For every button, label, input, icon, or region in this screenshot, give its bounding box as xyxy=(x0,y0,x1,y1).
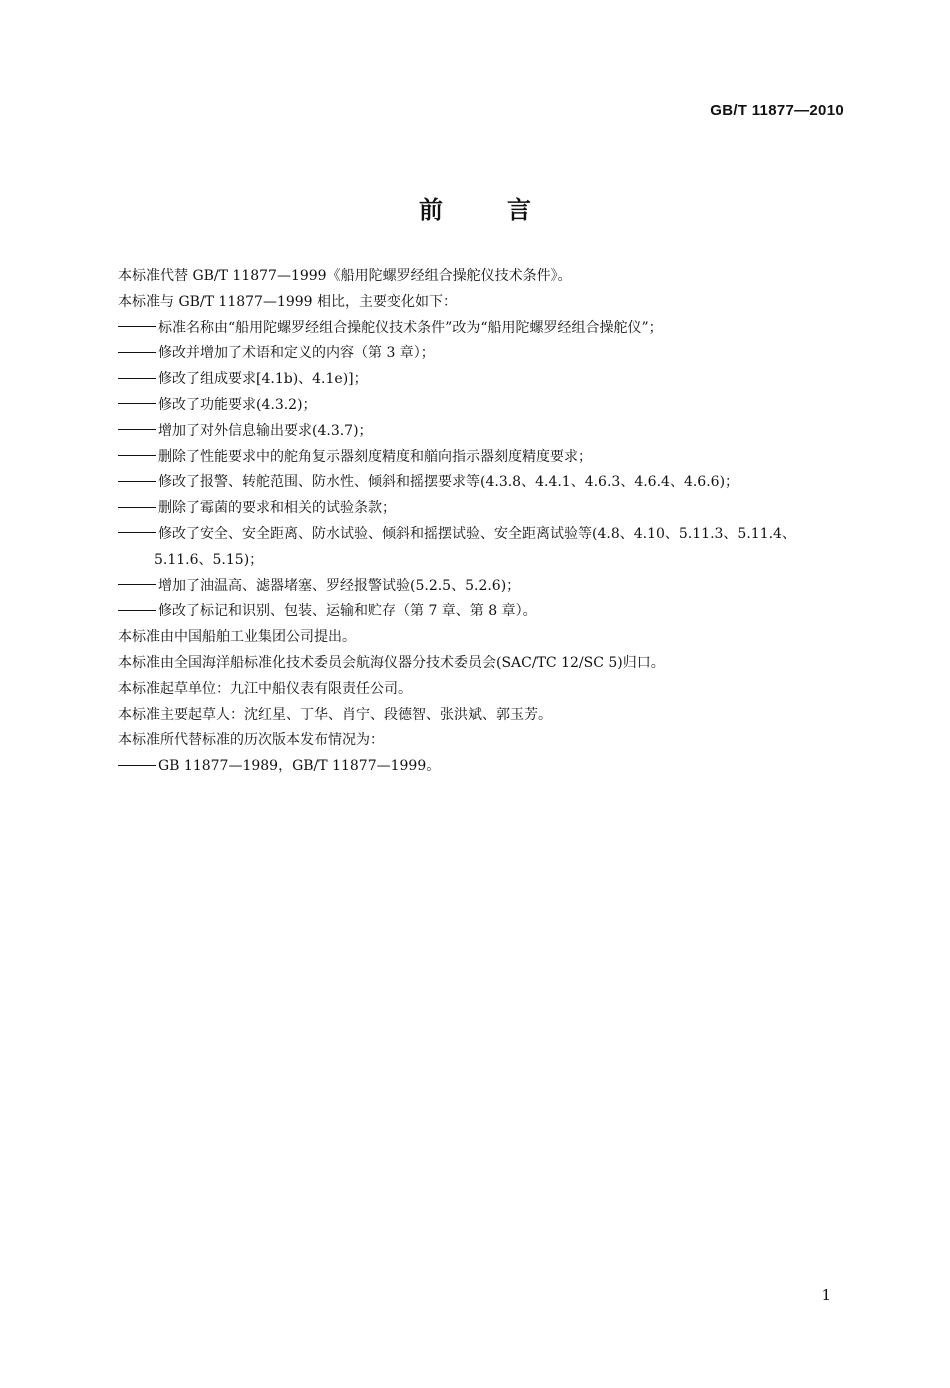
change-item-continuation: 5.11.6、5.15)； xyxy=(154,551,264,568)
dash-mark xyxy=(118,532,156,533)
dash-mark xyxy=(118,507,156,508)
change-item-text: 标准名称由“船用陀螺罗经组合操舵仪技术条件”改为“船用陀螺罗经组合操舵仪”； xyxy=(158,319,663,336)
change-item-text: 增加了对外信息输出要求(4.3.7)； xyxy=(158,422,373,439)
foreword-body xyxy=(118,264,853,780)
change-item-text: 修改了组成要求[4.1b)、4.1e)]； xyxy=(158,371,368,388)
dash-mark xyxy=(118,378,156,379)
change-item xyxy=(118,341,853,367)
change-item xyxy=(118,496,853,522)
change-item xyxy=(118,470,853,496)
change-item xyxy=(118,445,853,471)
dash-mark xyxy=(118,352,156,353)
dash-mark xyxy=(118,403,156,404)
change-item xyxy=(118,574,853,600)
closing-paragraph: 本标准所代替标准的历次版本发布情况为： xyxy=(118,732,384,749)
change-item xyxy=(118,419,853,445)
dash-mark xyxy=(118,455,156,456)
closing-paragraph: 本标准由中国船舶工业集团公司提出。 xyxy=(118,629,356,646)
dash-mark xyxy=(118,765,156,766)
history-item xyxy=(118,754,853,780)
change-item xyxy=(118,316,853,342)
change-item-text: 增加了油温高、滤器堵塞、罗经报警试验(5.2.5、5.2.6)； xyxy=(158,577,521,594)
change-item-text: 删除了霉菌的要求和相关的试验条款； xyxy=(158,500,396,517)
intro-paragraph: 本标准与 GB/T 11877—1999 相比，主要变化如下： xyxy=(118,293,458,310)
closing-paragraph: 本标准主要起草人：沈红星、丁华、肖宁、段德智、张洪斌、郭玉芳。 xyxy=(118,706,552,723)
dash-mark xyxy=(118,429,156,430)
dash-mark xyxy=(118,481,156,482)
closing-paragraph: 本标准起草单位：九江中船仪表有限责任公司。 xyxy=(118,680,412,697)
change-item-text: 修改了安全、安全距离、防水试验、倾斜和摇摆试验、安全距离试验等(4.8、4.10、5.11.3、5.11.4、 xyxy=(158,525,796,542)
intro-paragraph: 本标准代替 GB/T 11877—1999《船用陀螺罗经组合操舵仪技术条件》。 xyxy=(118,268,572,284)
dash-mark xyxy=(118,584,156,585)
change-item xyxy=(118,599,853,625)
standard-code: GB/T 11877—2010 xyxy=(710,102,844,119)
change-item xyxy=(118,393,853,419)
change-item-text: 删除了性能要求中的舵角复示器刻度精度和艏向指示器刻度精度要求； xyxy=(158,448,592,465)
dash-mark xyxy=(118,610,156,611)
history-text: GB 11877—1989，GB/T 11877—1999。 xyxy=(158,758,441,775)
change-item-text: 修改并增加了术语和定义的内容（第 3 章）； xyxy=(158,345,435,362)
page-number: 1 xyxy=(821,1286,831,1304)
change-item-text: 修改了功能要求(4.3.2)； xyxy=(158,396,317,413)
change-item-text: 修改了报警、转舵范围、防水性、倾斜和摇摆要求等(4.3.8、4.4.1、4.6.3、4.6.4、4.6.6)； xyxy=(158,474,740,491)
page-title: 前言 xyxy=(419,196,595,224)
change-item xyxy=(118,522,853,548)
change-item-text: 修改了标记和识别、包装、运输和贮存（第 7 章、第 8 章）。 xyxy=(158,603,537,620)
change-item xyxy=(118,367,853,393)
dash-mark xyxy=(118,326,156,327)
closing-paragraph: 本标准由全国海洋船标准化技术委员会航海仪器分技术委员会(SAC/TC 12/SC 5)归口。 xyxy=(118,654,665,671)
